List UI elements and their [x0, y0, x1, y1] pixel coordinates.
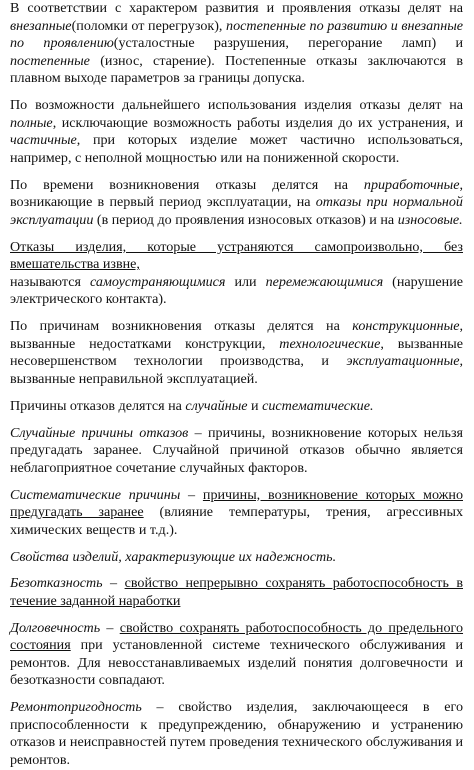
term-durability: Долговечность [10, 619, 101, 636]
text: (в период до проявления износовых отказов) и на [93, 211, 398, 228]
paragraph-random-causes [10, 425, 463, 478]
section-heading-reliability-properties [10, 549, 463, 567]
term-design: конструкционные [352, 318, 460, 335]
text: и [247, 397, 263, 414]
term-gradual: постепенные [10, 52, 90, 69]
term-partial: частичные [10, 132, 77, 149]
text: , при которых изделие может частично использоваться, например, с неполной мощностью или на пониженной скорости. [10, 132, 463, 166]
paragraph-failure-types-by-usability [10, 97, 463, 167]
text: (поломки от перегрузок), [71, 17, 227, 34]
paragraph-maintainability [10, 699, 463, 769]
term-operational: эксплуатационные [346, 353, 460, 370]
term-self-clearing: самоустраняющимися [89, 273, 226, 290]
paragraph-failure-free-operation [10, 575, 463, 610]
term-random: случайные [185, 397, 248, 414]
text: В соответствии с характером развития и проявления отказы делят на [10, 0, 463, 16]
text: , вызванные недостатками конструкции, [10, 318, 463, 352]
text: – [180, 486, 203, 503]
paragraph-self-clearing-failures [10, 239, 463, 309]
text: По времени возникновения отказы делятся на [10, 176, 364, 193]
paragraph-durability [10, 620, 463, 690]
text: (влияние температуры, трения, агрессивных химических веществ и т.д.). [10, 504, 464, 538]
term-random-causes: Случайные причины отказов [10, 424, 189, 441]
underlined-definition: свойство непрерывно сохранять работоспособность в течение заданной наработки [10, 575, 463, 609]
underlined-definition: свойство сохранять работоспособность до предельного состояния [10, 619, 464, 654]
text: (нарушение электрического контакта). [10, 273, 464, 308]
underlined-definition: Отказы изделия, которые устраняются самопроизвольно, без вмешательства извне, [10, 238, 463, 273]
text: называются [10, 273, 90, 290]
term-normal-operation: отказы при нормальной эксплуатации [10, 194, 463, 228]
term-gradual-sudden: постепенные по развитию и внезапные по проявлению [10, 17, 463, 52]
text: Причины отказов делятся на [10, 397, 186, 414]
text: , исключающие возможность работы изделия до их устранения, и [52, 114, 463, 131]
text: (усталостные разрушения, перегорание ламп) и [113, 35, 463, 52]
term-technological: технологические [279, 335, 381, 352]
text: – [102, 575, 125, 592]
term-failure-free: Безотказность [10, 575, 103, 592]
paragraph-failure-types-by-time [10, 177, 463, 230]
text: , возникающие в первый период эксплуатации, на [10, 176, 463, 211]
text: при установленной системе технического обслуживания и ремонтов. Для невосстанавливаемых изделий понятия долговечности и безотказности совпадают. [10, 637, 463, 689]
text: – свойство изделия, заключающееся в его приспособленности к предупреждению, обнаружению и устранению отказов и неисправностей путем проведения технического обслуживания и ремонтов. [10, 699, 463, 769]
text: , вызванные несовершенством технологии производства, и [10, 335, 463, 370]
text: По возможности дальнейшего использования изделия отказы делят на [10, 97, 463, 114]
term-sudden: внезапные [10, 17, 72, 34]
term-running-in: приработочные [363, 176, 460, 193]
term-wear: износовые. [397, 211, 463, 228]
underlined-definition: причины, возникновение которых можно предугадать заранее [10, 486, 463, 521]
term-complete: полные [10, 114, 53, 131]
heading-text: Свойства изделий, характеризующие их надежность. [10, 548, 337, 565]
paragraph-systematic-causes [10, 487, 463, 540]
text: – [100, 619, 120, 636]
paragraph-failure-types-by-development [10, 0, 463, 88]
text: – причины, возникновение которых нельзя предугадать заранее. Случайной причиной отказов обычно является неблагоприятное сочетание случайных факторов. [10, 424, 463, 476]
text: По причинам возникновения отказы делятся на [10, 318, 353, 335]
term-maintainability: Ремонтопригодность [10, 699, 142, 716]
term-intermittent: перемежающимися [265, 273, 384, 290]
term-systematic-causes: Систематические причины [10, 486, 181, 503]
text: , вызванные неправильной эксплуатацией. [10, 353, 463, 388]
text: (износ, старение). Постепенные отказы заключаются в плавном выходе параметров за границы допуска. [10, 52, 463, 87]
paragraph-failure-types-by-cause [10, 318, 463, 388]
text: или [225, 273, 266, 290]
paragraph-failure-causes [10, 398, 463, 416]
term-systematic: систематические. [262, 397, 374, 414]
